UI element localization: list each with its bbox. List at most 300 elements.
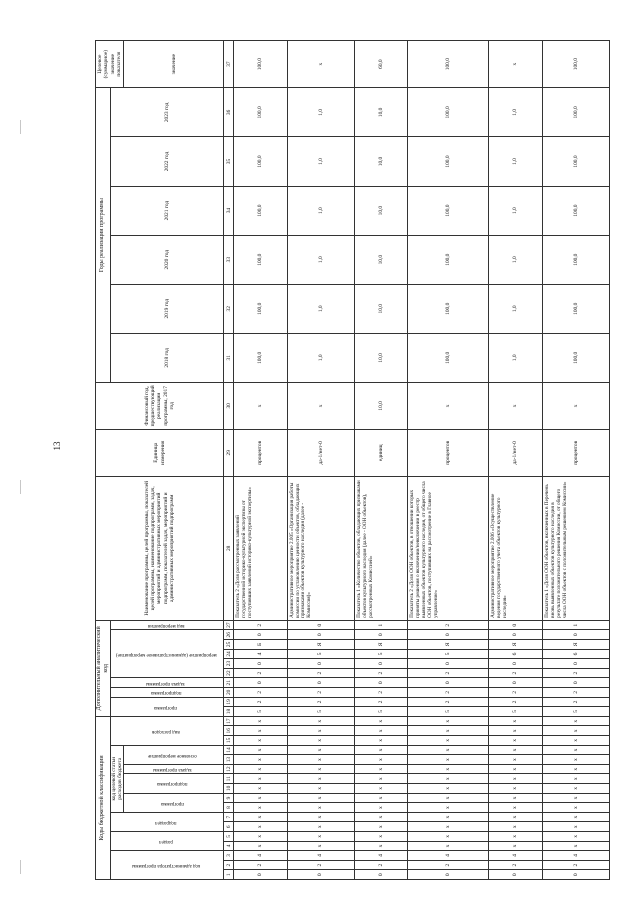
activity-type-header: вид мероприятия (110, 620, 223, 630)
code-cell: 0 (489, 870, 542, 880)
year-value: 100,0 (542, 88, 609, 137)
column-number: 11 (224, 774, 234, 784)
code-cell: х (489, 736, 542, 746)
code-cell: 5 (408, 707, 489, 717)
subsection-header: подраздел (110, 812, 223, 831)
code-cell: х (234, 736, 287, 746)
code-cell: х (287, 793, 354, 803)
code-cell: 5 (287, 649, 354, 659)
year-value: 1,0 (489, 284, 542, 333)
code-cell: х (287, 726, 354, 736)
column-number: 30 (224, 382, 234, 429)
year-value: 100,0 (234, 284, 287, 333)
code-cell: х (542, 764, 609, 774)
code-cell: х (287, 745, 354, 755)
code-cell: х (489, 812, 542, 822)
column-number: 15 (224, 736, 234, 746)
code-cell: Я (354, 640, 407, 650)
table-row (354, 41, 407, 880)
code-cell: 5 (287, 707, 354, 717)
code-cell: х (489, 774, 542, 784)
code-cell: 0 (354, 659, 407, 669)
code-cell: х (489, 755, 542, 765)
unit-cell: да-1/нет-0 (287, 429, 354, 476)
code-cell: 6 (489, 649, 542, 659)
code-cell: 0 (542, 678, 609, 688)
margin-mark (20, 480, 21, 494)
program-header-2: программа (110, 697, 223, 716)
target-value: 100,0 (234, 41, 287, 88)
code-cell: х (542, 745, 609, 755)
code-cell: х (234, 716, 287, 726)
code-cell: х (234, 774, 287, 784)
column-number: 31 (224, 333, 234, 382)
code-cell: х (542, 716, 609, 726)
code-cell: х (354, 803, 407, 813)
year-2020-header: 2020 год (110, 235, 223, 284)
code-cell: х (287, 736, 354, 746)
code-cell: 0 (287, 620, 354, 630)
year-value: 10,0 (354, 88, 407, 137)
code-cell: х (489, 832, 542, 842)
column-number: 16 (224, 726, 234, 736)
code-cell: 1 (354, 620, 407, 630)
code-cell: х (489, 764, 542, 774)
base-year-value: х (287, 382, 354, 429)
column-number: 13 (224, 755, 234, 765)
code-cell: 0 (234, 678, 287, 688)
year-2023-header: 2023 год (110, 88, 223, 137)
target-value: 100,0 (542, 41, 609, 88)
code-cell: х (234, 822, 287, 832)
code-cell: 0 (489, 678, 542, 688)
table-row (542, 41, 609, 880)
unit-cell: да-1/нет-0 (489, 429, 542, 476)
code-cell: х (408, 832, 489, 842)
code-cell: 2 (234, 697, 287, 707)
code-cell: х (408, 745, 489, 755)
code-cell: 4 (287, 851, 354, 861)
year-value: 10,0 (354, 284, 407, 333)
column-number: 25 (224, 640, 234, 650)
year-value: 1,0 (287, 235, 354, 284)
year-2021-header: 2021 год (110, 186, 223, 235)
year-value: 1,0 (287, 88, 354, 137)
code-cell: 5 (354, 707, 407, 717)
code-cell: 0 (234, 659, 287, 669)
code-cell: х (542, 774, 609, 784)
fiscal-year-header: Финансовый год, предшествующий реализации программы, 2017 год (96, 382, 224, 429)
code-cell: 0 (354, 630, 407, 640)
year-value: 10,0 (354, 186, 407, 235)
code-cell: х (354, 822, 407, 832)
column-number: 26 (224, 630, 234, 640)
activity-header: мероприятие (административное мероприятие) (110, 630, 223, 678)
code-cell: 0 (542, 870, 609, 880)
code-cell: 2 (354, 860, 407, 870)
column-number-row (224, 41, 234, 880)
code-cell: 0 (354, 870, 407, 880)
margin-mark (20, 860, 21, 874)
code-cell: х (287, 812, 354, 822)
column-number: 35 (224, 137, 234, 186)
year-value: 10,0 (354, 333, 407, 382)
code-cell: х (408, 755, 489, 765)
code-cell: 2 (489, 688, 542, 698)
code-cell: х (489, 841, 542, 851)
year-value: 1,0 (287, 333, 354, 382)
code-cell: х (234, 812, 287, 822)
code-cell: 2 (408, 688, 489, 698)
column-number: 4 (224, 841, 234, 851)
unit-cell: единиц (354, 429, 407, 476)
code-cell: 2 (287, 697, 354, 707)
code-cell: 0 (408, 678, 489, 688)
year-value: 100,0 (234, 88, 287, 137)
unit-cell: процентов (408, 429, 489, 476)
year-value: 1,0 (287, 137, 354, 186)
code-cell: х (408, 774, 489, 784)
code-cell: х (354, 755, 407, 765)
year-2022-header: 2022 год (110, 137, 223, 186)
column-number: 19 (224, 697, 234, 707)
code-cell: 2 (542, 697, 609, 707)
subprogram-header-2: подпрограмма (110, 688, 223, 698)
page-number: 13 (52, 441, 62, 451)
column-number: 21 (224, 678, 234, 688)
year-value: 100,0 (234, 235, 287, 284)
admin-code-header: код администратора программы (110, 851, 223, 880)
column-number: 36 (224, 88, 234, 137)
year-value: 100,0 (234, 333, 287, 382)
column-number: 27 (224, 620, 234, 630)
code-cell: х (234, 726, 287, 736)
code-cell: 0 (287, 870, 354, 880)
code-cell: х (234, 803, 287, 813)
code-cell: Я (489, 640, 542, 650)
indicator-rows (234, 41, 610, 880)
column-number: 14 (224, 745, 234, 755)
code-cell: х (354, 793, 407, 803)
code-cell: х (234, 745, 287, 755)
code-cell: х (287, 841, 354, 851)
value-header: значение (124, 41, 224, 88)
code-cell: х (408, 716, 489, 726)
column-number: 8 (224, 803, 234, 813)
code-cell: х (542, 755, 609, 765)
code-cell: х (354, 736, 407, 746)
column-number: 32 (224, 284, 234, 333)
code-cell: 0 (234, 870, 287, 880)
code-cell: х (287, 716, 354, 726)
code-cell: х (234, 784, 287, 794)
code-cell: 0 (542, 659, 609, 669)
code-cell: х (234, 793, 287, 803)
code-cell: х (542, 812, 609, 822)
code-cell: х (489, 745, 542, 755)
column-number: 29 (224, 429, 234, 476)
column-number: 22 (224, 668, 234, 678)
indicator-name: Административное мероприятие 2.005 «Организация работы комиссии по установлению ценности объектов, обладающих признаками объектов культурного наследия (далее - Комиссия)» (287, 476, 354, 620)
year-value: 1,0 (489, 186, 542, 235)
code-cell: 0 (354, 678, 407, 688)
table-row (234, 41, 287, 880)
column-number: 10 (224, 784, 234, 794)
code-cell: х (354, 784, 407, 794)
year-value: 100,0 (542, 186, 609, 235)
unit-header: Единица измерения (96, 429, 224, 476)
column-number: 6 (224, 822, 234, 832)
code-cell: 2 (542, 860, 609, 870)
year-value: 100,0 (408, 284, 489, 333)
additional-codes-header: Дополнительный аналитический код (96, 620, 111, 716)
program-header: программа (124, 793, 224, 812)
code-cell: 5 (542, 707, 609, 717)
code-cell: 0 (489, 630, 542, 640)
code-cell: х (234, 841, 287, 851)
code-cell: 2 (354, 688, 407, 698)
code-cell: 4 (234, 649, 287, 659)
code-cell: х (542, 793, 609, 803)
column-number: 9 (224, 793, 234, 803)
code-cell: 2 (287, 688, 354, 698)
base-year-value: х (542, 382, 609, 429)
main-activity-header: основное мероприятие (124, 745, 224, 764)
column-number: 2 (224, 860, 234, 870)
year-value: 1,0 (287, 186, 354, 235)
year-2019-header: 2019 год (110, 284, 223, 333)
code-cell: 4 (489, 851, 542, 861)
code-cell: х (354, 774, 407, 784)
indicator-name: Показатель 2 «Доля рассмотренных заявлений государственной историко-культурной экспертизы от поступивших заявлений историко-культурной экспертизы» (234, 476, 287, 620)
code-cell: 2 (287, 668, 354, 678)
year-value: 100,0 (234, 137, 287, 186)
column-number: 24 (224, 649, 234, 659)
program-indicators-table-wrapper (95, 40, 610, 880)
code-cell: х (287, 764, 354, 774)
code-cell: х (408, 803, 489, 813)
code-cell: х (542, 841, 609, 851)
table-row (287, 41, 354, 880)
column-number: 3 (224, 851, 234, 861)
year-value: 100,0 (408, 137, 489, 186)
year-value: 100,0 (408, 186, 489, 235)
column-number: 34 (224, 186, 234, 235)
margin-mark (20, 120, 21, 134)
year-value: 10,0 (354, 235, 407, 284)
year-value: 100,0 (408, 88, 489, 137)
code-cell: х (408, 841, 489, 851)
base-year-value: 10,0 (354, 382, 407, 429)
code-cell: х (354, 716, 407, 726)
budget-codes-header: Коды бюджетной классификации (96, 716, 111, 879)
code-cell: х (234, 764, 287, 774)
year-value: 100,0 (542, 137, 609, 186)
target-value: 60,0 (354, 41, 407, 88)
code-cell: 0 (408, 870, 489, 880)
year-value: 100,0 (542, 284, 609, 333)
code-cell: 6 (542, 649, 609, 659)
code-cell: х (489, 716, 542, 726)
code-cell: 0 (408, 659, 489, 669)
code-cell: 0 (542, 630, 609, 640)
code-cell: х (542, 803, 609, 813)
code-cell: х (287, 755, 354, 765)
code-cell: х (408, 736, 489, 746)
code-cell: х (408, 726, 489, 736)
unit-cell: процентов (234, 429, 287, 476)
code-cell: 0 (287, 678, 354, 688)
code-cell: 0 (489, 659, 542, 669)
base-year-value: х (408, 382, 489, 429)
year-2018-header: 2018 год (110, 333, 223, 382)
code-cell: 5 (408, 649, 489, 659)
code-cell: 0 (408, 630, 489, 640)
year-value: 100,0 (408, 333, 489, 382)
unit-cell: процентов (542, 429, 609, 476)
column-number: 12 (224, 764, 234, 774)
target-value-header: Целевое (суммарное) значение показателя (96, 41, 124, 88)
year-value: 100,0 (542, 333, 609, 382)
column-number: 28 (224, 476, 234, 620)
code-cell: 5 (489, 707, 542, 717)
code-cell: 2 (489, 697, 542, 707)
code-cell: х (542, 784, 609, 794)
code-cell: х (489, 793, 542, 803)
code-cell: 2 (354, 697, 407, 707)
target-value: 100,0 (408, 41, 489, 88)
year-value: 1,0 (489, 333, 542, 382)
code-cell: 2 (408, 620, 489, 630)
column-number: 1 (224, 870, 234, 880)
names-header: Наименование программы, целей программы, показателей целей программы, наименование подпрограмм, задач, мероприятий и административных мероприятий подпрограмм, показателей задач, мероприятий и административных мероприятий подпрограмм (96, 476, 224, 620)
code-cell: Я (287, 640, 354, 650)
code-cell: 4 (354, 851, 407, 861)
code-cell: х (542, 832, 609, 842)
indicator-name: Административное мероприятие 2.006 «Осуществление ведения государственного учета объектов культурного наследия» (489, 476, 542, 620)
code-cell: 2 (234, 688, 287, 698)
code-cell: х (489, 822, 542, 832)
table-row (408, 41, 489, 880)
code-cell: х (354, 726, 407, 736)
code-cell: 0 (234, 630, 287, 640)
code-cell: х (542, 822, 609, 832)
code-cell: х (542, 736, 609, 746)
code-cell: х (287, 784, 354, 794)
program-task-header: задача программы (124, 764, 224, 774)
code-cell: х (287, 832, 354, 842)
code-cell: х (542, 726, 609, 736)
indicator-name: Показатель 1 «Доля ООН объектов, включенных в Перечень вновь выявленных объектов культурного наследия в результате положительного решения Комиссии, от общего числа ООН объектов с положительным решением Комиссии» (542, 476, 609, 620)
code-cell: 5 (354, 649, 407, 659)
year-value: 1,0 (489, 235, 542, 284)
code-cell: х (354, 832, 407, 842)
code-cell: х (489, 726, 542, 736)
target-value: х (287, 41, 354, 88)
code-cell: х (354, 745, 407, 755)
code-cell: х (354, 812, 407, 822)
column-number: 7 (224, 812, 234, 822)
code-cell: 5 (234, 707, 287, 717)
column-number: 18 (224, 707, 234, 717)
code-cell: х (489, 784, 542, 794)
year-value: 1,0 (489, 88, 542, 137)
code-cell: х (354, 841, 407, 851)
column-number: 20 (224, 688, 234, 698)
code-cell: 2 (287, 860, 354, 870)
base-year-value: х (489, 382, 542, 429)
column-number: 5 (224, 832, 234, 842)
code-cell: х (354, 764, 407, 774)
code-cell: 0 (489, 620, 542, 630)
column-number: 33 (224, 235, 234, 284)
code-cell: х (287, 822, 354, 832)
code-cell: 4 (234, 851, 287, 861)
indicator-name: Показатель 1 «Количество объектов, обладающих признаками объектов культурного наследия (далее - ООН объектов), рассмотренных Комиссией» (354, 476, 407, 620)
target-value: х (489, 41, 542, 88)
code-cell: х (287, 774, 354, 784)
code-cell: 2 (408, 860, 489, 870)
column-number: 37 (224, 41, 234, 88)
column-number: 23 (224, 659, 234, 669)
table-row (489, 41, 542, 880)
code-cell: 2 (408, 697, 489, 707)
code-cell: 2 (354, 668, 407, 678)
code-cell: х (408, 822, 489, 832)
code-cell: х (408, 764, 489, 774)
expense-type-header: вид расходов (110, 716, 223, 745)
program-indicators-table (95, 40, 610, 880)
code-cell: 4 (408, 851, 489, 861)
code-cell: 2 (234, 668, 287, 678)
code-cell: х (408, 793, 489, 803)
year-value: 1,0 (287, 284, 354, 333)
base-year-value: х (234, 382, 287, 429)
code-cell: 2 (408, 668, 489, 678)
code-cell: х (287, 803, 354, 813)
column-number: 17 (224, 716, 234, 726)
subprogram-header: подпрограмма (124, 774, 224, 793)
code-cell: 2 (234, 620, 287, 630)
code-cell: х (234, 832, 287, 842)
code-cell: 4 (542, 851, 609, 861)
years-group-header: Годы реализации программы (96, 88, 111, 383)
code-cell: 2 (542, 668, 609, 678)
code-cell: 0 (287, 630, 354, 640)
code-cell: 0 (287, 659, 354, 669)
code-cell: х (489, 803, 542, 813)
year-value: 10,0 (354, 137, 407, 186)
code-cell: х (234, 755, 287, 765)
target-article-header: код целевой статьи расходов бюджета (110, 745, 123, 812)
indicator-name: Показатель 2 «Доля ООН объектов, в отношении которых приняты решения о включении/невключении в реестр выявленных объектов культурного наследия, от общего числа ООН объектов, поступивших на рассмотрение в Главное управление» (408, 476, 489, 620)
code-cell: 2 (489, 860, 542, 870)
year-value: 100,0 (408, 235, 489, 284)
code-cell: Б (234, 640, 287, 650)
section-header: раздел (110, 832, 223, 851)
code-cell: 2 (489, 668, 542, 678)
code-cell: 1 (542, 620, 609, 630)
code-cell: х (408, 812, 489, 822)
code-cell: Я (542, 640, 609, 650)
year-value: 1,0 (489, 137, 542, 186)
code-cell: х (408, 784, 489, 794)
code-cell: 2 (542, 688, 609, 698)
code-cell: Я (408, 640, 489, 650)
year-value: 100,0 (542, 235, 609, 284)
code-cell: 2 (234, 860, 287, 870)
task-of-program-header: задача программы (110, 678, 223, 688)
